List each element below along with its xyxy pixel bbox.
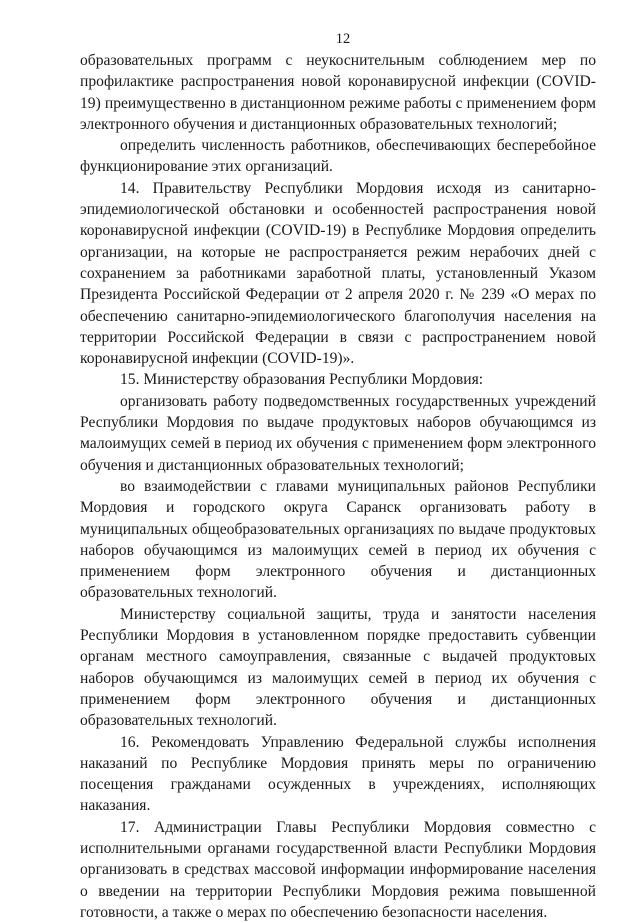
paragraph-item-14: 14. Правительству Республики Мордовия исходя из санитарно-эпидемиологической обстановки и особенностей распространения новой коронавирусной инфекции (COVID-19) в Республике Мордовия определить организации, на которые не распространяется режим нерабочих дней с сохранением за работниками заработной платы, установленный Указом Президента Российской Федерации от 2 апреля 2020 г. № 239 «О мерах по обеспечению санитарно-эпидемиологического благополучия населения на территории Российской Федерации в связи с распространением новой коронавирусной инфекции (COVID-19)». — [80, 179, 596, 368]
paragraph-item-16: 16. Рекомендовать Управлению Федеральной службы исполнения наказаний по Республике Мордовия принять меры по ограничению посещения гражданами осужденных в учреждениях, исполняющих наказания. — [80, 733, 596, 815]
paragraph-2: определить численность работников, обеспечивающих бесперебойное функционирование этих организаций. — [80, 137, 596, 176]
paragraph-1: образовательных программ с неукоснительным соблюдением мер по профилактике распространения новой коронавирусной инфекции (COVID-19) преимущественно в дистанционном режиме работы с применением форм электронного обучения и дистанционных образовательных технологий; — [80, 52, 596, 133]
paragraph-item-15-a: организовать работу подведомственных государственных учреждений Республики Мордовия по выдаче продуктовых наборов обучающимся из малоимущих семей в период их обучения с применением форм электронного обучения и дистанционных образовательных технологий; — [80, 392, 596, 474]
paragraph-social-ministry: Министерству социальной защиты, труда и занятости населения Республики Мордовия в установленном порядке предоставить субвенции органам местного самоуправления, связанные с выдачей продуктовых наборов обучающимся из малоимущих семей в период их обучения с применением форм электронного обучения и дистанционных образовательных технологий. — [80, 605, 596, 730]
paragraph-item-15-b: во взаимодействии с главами муниципальных районов Республики Мордовия и городского округа Саранск организовать работу в муниципальных общеобразовательных организациях по выдаче продуктовых наборов обучающимся из малоимущих семей в период их обучения с применением форм электронного обучения и дистанционных образовательных технологий. — [80, 477, 596, 602]
paragraph-item-17: 17. Администрации Главы Республики Мордовия совместно с исполнительными органами государственной власти Республики Мордовия организовать в средствах массовой информации информирование населения о введении на территории Республики Мордовия режима повышенной готовности, а также о мерах по обеспечению безопасности населения. — [80, 818, 596, 921]
page-number: 12 — [335, 31, 351, 47]
paragraph-item-15: 15. Министерству образования Республики Мордовия: — [120, 371, 484, 389]
document-body — [80, 50, 596, 923]
